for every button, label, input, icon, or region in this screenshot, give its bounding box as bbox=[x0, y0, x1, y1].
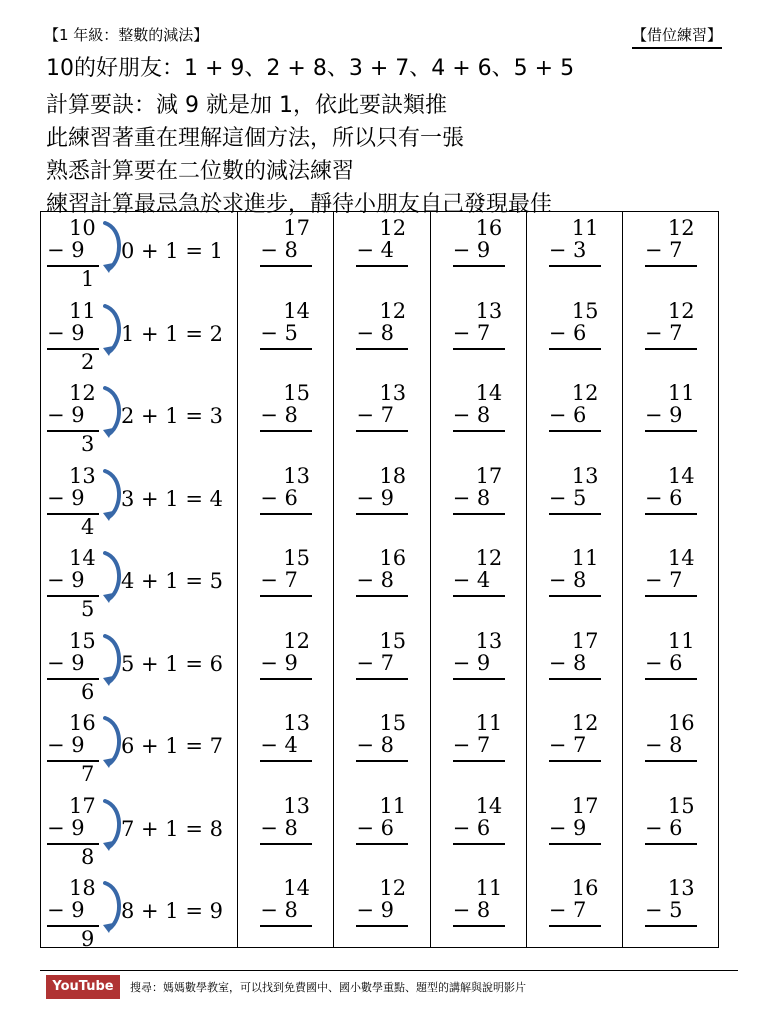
minuend: 12 bbox=[379, 298, 407, 323]
answer-line bbox=[549, 843, 601, 845]
problem-column-2 bbox=[334, 212, 430, 947]
subtraction-problem bbox=[527, 625, 622, 707]
subtraction-problem bbox=[527, 295, 622, 377]
subtraction-problem bbox=[238, 625, 333, 707]
answer-line bbox=[356, 843, 408, 845]
answer-line bbox=[453, 348, 505, 350]
minuend: 11 bbox=[475, 711, 503, 735]
subtraction-problem bbox=[334, 460, 429, 542]
subtrahend: − 8 bbox=[452, 485, 491, 510]
minuend: 16 bbox=[571, 876, 599, 900]
minuend: 16 bbox=[69, 711, 96, 735]
subtraction-problem bbox=[623, 212, 718, 294]
subtraction-problem bbox=[238, 872, 333, 954]
subtraction-problem bbox=[431, 212, 526, 294]
problem-column-4 bbox=[527, 212, 623, 947]
subtrahend: − 9 bbox=[47, 898, 85, 922]
subtraction-problem bbox=[334, 872, 429, 954]
instruction-line: 熟悉計算要在二位數的減法練習 bbox=[46, 159, 355, 184]
subtrahend: − 6 bbox=[548, 403, 587, 427]
subtraction-problem bbox=[431, 460, 526, 542]
answer-line bbox=[453, 595, 505, 597]
answer-line bbox=[453, 760, 505, 762]
answer-line bbox=[453, 843, 505, 845]
subtraction-problem bbox=[527, 212, 622, 294]
subtrahend: − 5 bbox=[644, 898, 683, 922]
shortcut-equation: 6 + 1 = 7 bbox=[121, 734, 223, 758]
minuend: 18 bbox=[379, 463, 407, 488]
minuend: 12 bbox=[69, 381, 96, 405]
minuend: 13 bbox=[379, 381, 407, 405]
subtrahend: − 8 bbox=[452, 403, 491, 427]
minuend: 13 bbox=[667, 876, 695, 900]
minuend: 12 bbox=[475, 546, 503, 570]
minuend: 12 bbox=[667, 298, 695, 323]
subtrahend: − 9 bbox=[644, 403, 683, 427]
answer-line bbox=[645, 348, 697, 350]
example-problem bbox=[41, 295, 237, 377]
shortcut-equation: 7 + 1 = 8 bbox=[121, 816, 223, 841]
subtrahend: − 8 bbox=[356, 733, 395, 757]
answer-line bbox=[645, 513, 697, 515]
answer-line bbox=[549, 760, 601, 762]
minuend: 16 bbox=[379, 546, 407, 570]
subtrahend: − 9 bbox=[452, 238, 491, 262]
minuend: 13 bbox=[283, 793, 310, 818]
worksheet-topic: 【借位練習】 bbox=[632, 24, 722, 49]
minuend: 15 bbox=[283, 381, 310, 405]
subtrahend: − 6 bbox=[260, 485, 298, 510]
answer-line bbox=[549, 430, 601, 432]
minuend: 11 bbox=[667, 381, 695, 405]
subtraction-problem bbox=[334, 377, 429, 459]
subtraction-problem bbox=[431, 295, 526, 377]
instructions bbox=[46, 52, 574, 221]
answer-line bbox=[549, 595, 601, 597]
answer-line bbox=[260, 348, 312, 350]
minuend: 12 bbox=[571, 711, 599, 735]
answer-line bbox=[260, 678, 312, 680]
subtrahend: − 9 bbox=[356, 485, 395, 510]
answer-line bbox=[260, 760, 312, 762]
subtrahend: − 4 bbox=[452, 568, 491, 592]
answer-line bbox=[453, 678, 505, 680]
answer-line bbox=[260, 265, 312, 267]
minuend: 10 bbox=[69, 216, 96, 240]
shortcut-equation: 3 + 1 = 4 bbox=[121, 486, 223, 511]
answer-line bbox=[356, 925, 408, 927]
subtraction-problem bbox=[623, 872, 718, 954]
subtrahend: − 8 bbox=[260, 238, 298, 262]
example-problem bbox=[41, 460, 237, 542]
subtrahend: − 9 bbox=[47, 403, 85, 427]
answer-line bbox=[453, 925, 505, 927]
subtraction-problem bbox=[238, 460, 333, 542]
instruction-line: 10的好朋友：1 + 9、2 + 8、3 + 7、4 + 6、5 + 5 bbox=[46, 56, 575, 81]
problem-column-5 bbox=[623, 212, 718, 947]
shortcut-equation: 4 + 1 = 5 bbox=[121, 569, 223, 593]
minuend: 16 bbox=[475, 216, 503, 240]
minuend: 12 bbox=[379, 876, 407, 900]
minuend: 11 bbox=[571, 546, 599, 570]
subtrahend: − 7 bbox=[548, 733, 587, 757]
difference: 3 bbox=[81, 432, 95, 456]
problem-grid bbox=[40, 211, 719, 951]
subtraction-problem bbox=[238, 377, 333, 459]
subtraction-problem bbox=[238, 295, 333, 377]
instruction-line: 計算要訣：減 9 就是加 1，依此要訣類推 bbox=[46, 93, 447, 118]
subtraction-problem bbox=[527, 377, 622, 459]
difference: 7 bbox=[81, 762, 95, 786]
minuend: 15 bbox=[69, 628, 96, 653]
subtrahend: − 9 bbox=[47, 650, 85, 675]
example-problem bbox=[41, 625, 237, 707]
subtrahend: − 9 bbox=[47, 320, 85, 345]
subtrahend: − 4 bbox=[356, 238, 395, 262]
footer-divider bbox=[40, 970, 738, 971]
subtrahend: − 6 bbox=[452, 815, 491, 840]
footer-text: 搜尋：媽媽數學教室，可以找到免費國中、國小數學重點、題型的講解與說明影片 bbox=[130, 981, 526, 994]
subtraction-problem bbox=[527, 460, 622, 542]
minuend: 12 bbox=[379, 216, 407, 240]
minuend: 16 bbox=[667, 711, 695, 735]
answer-line bbox=[356, 265, 408, 267]
minuend: 14 bbox=[283, 298, 310, 323]
minuend: 14 bbox=[283, 876, 310, 900]
minuend: 12 bbox=[283, 628, 310, 653]
minuend: 13 bbox=[69, 463, 96, 488]
answer-line bbox=[356, 678, 408, 680]
minuend: 13 bbox=[475, 298, 503, 323]
minuend: 15 bbox=[379, 711, 407, 735]
subtrahend: − 7 bbox=[356, 403, 395, 427]
subtraction-problem bbox=[238, 707, 333, 789]
minuend: 14 bbox=[475, 381, 503, 405]
subtrahend: − 4 bbox=[260, 733, 298, 757]
difference: 8 bbox=[81, 844, 95, 869]
difference: 1 bbox=[81, 267, 95, 291]
subtraction-problem bbox=[334, 295, 429, 377]
subtrahend: − 8 bbox=[548, 650, 587, 675]
subtrahend: − 8 bbox=[452, 898, 491, 922]
answer-line bbox=[356, 513, 408, 515]
answer-line bbox=[645, 678, 697, 680]
answer-line bbox=[645, 265, 697, 267]
difference: 2 bbox=[81, 349, 95, 374]
subtrahend: − 8 bbox=[260, 898, 298, 922]
problem-column-3 bbox=[431, 212, 527, 947]
instruction-line: 練習計算最忌急於求進步，靜待小朋友自己發現最佳 bbox=[46, 192, 553, 217]
answer-line bbox=[549, 348, 601, 350]
subtraction-problem bbox=[527, 872, 622, 954]
example-problem bbox=[41, 542, 237, 624]
minuend: 15 bbox=[283, 546, 310, 570]
subtraction-problem bbox=[431, 542, 526, 624]
answer-line bbox=[260, 925, 312, 927]
answer-line bbox=[260, 595, 312, 597]
subtrahend: − 6 bbox=[644, 815, 683, 840]
shortcut-equation: 0 + 1 = 1 bbox=[121, 239, 223, 263]
answer-line bbox=[549, 925, 601, 927]
subtrahend: − 6 bbox=[356, 815, 395, 840]
answer-line bbox=[645, 430, 697, 432]
subtraction-problem bbox=[334, 790, 429, 872]
subtrahend: − 6 bbox=[548, 320, 587, 345]
minuend: 17 bbox=[283, 216, 310, 240]
subtrahend: − 7 bbox=[452, 320, 491, 345]
answer-line bbox=[356, 595, 408, 597]
subtrahend: − 6 bbox=[644, 485, 683, 510]
minuend: 15 bbox=[667, 793, 695, 818]
subtraction-problem bbox=[623, 542, 718, 624]
subtraction-problem bbox=[431, 790, 526, 872]
example-problem bbox=[41, 377, 237, 459]
subtraction-problem bbox=[431, 707, 526, 789]
subtrahend: − 8 bbox=[260, 815, 298, 840]
answer-line bbox=[260, 430, 312, 432]
minuend: 11 bbox=[667, 628, 695, 653]
minuend: 14 bbox=[667, 463, 695, 488]
subtraction-problem bbox=[238, 790, 333, 872]
minuend: 17 bbox=[571, 793, 599, 818]
subtrahend: − 7 bbox=[260, 568, 298, 592]
subtraction-problem bbox=[623, 790, 718, 872]
minuend: 14 bbox=[475, 793, 503, 818]
subtrahend: − 7 bbox=[356, 650, 395, 675]
minuend: 13 bbox=[571, 463, 599, 488]
answer-line bbox=[260, 513, 312, 515]
subtrahend: − 5 bbox=[260, 320, 298, 345]
answer-line bbox=[645, 760, 697, 762]
minuend: 18 bbox=[69, 876, 96, 900]
subtrahend: − 9 bbox=[260, 650, 298, 675]
minuend: 15 bbox=[379, 628, 407, 653]
answer-line bbox=[356, 430, 408, 432]
answer-line bbox=[356, 348, 408, 350]
difference: 5 bbox=[81, 597, 95, 621]
subtrahend: − 9 bbox=[47, 238, 85, 262]
subtraction-problem bbox=[238, 212, 333, 294]
answer-line bbox=[453, 513, 505, 515]
answer-line bbox=[645, 925, 697, 927]
youtube-badge: YouTube bbox=[46, 975, 120, 999]
minuend: 13 bbox=[475, 628, 503, 653]
subtraction-problem bbox=[334, 212, 429, 294]
subtraction-problem bbox=[334, 707, 429, 789]
subtrahend: − 9 bbox=[47, 815, 85, 840]
worksheet-title: 【1 年級：整數的減法】 bbox=[44, 26, 209, 44]
subtraction-problem bbox=[623, 460, 718, 542]
subtraction-problem bbox=[431, 872, 526, 954]
minuend: 14 bbox=[667, 546, 695, 570]
shortcut-equation: 8 + 1 = 9 bbox=[121, 899, 223, 923]
minuend: 12 bbox=[667, 216, 695, 240]
instruction-line: 此練習著重在理解這個方法，所以只有一張 bbox=[46, 126, 465, 151]
shortcut-equation: 2 + 1 = 3 bbox=[121, 404, 223, 428]
minuend: 11 bbox=[379, 793, 407, 818]
subtraction-problem bbox=[527, 707, 622, 789]
subtraction-problem bbox=[334, 542, 429, 624]
example-problem bbox=[41, 707, 237, 789]
answer-line bbox=[260, 843, 312, 845]
answer-line bbox=[645, 843, 697, 845]
subtrahend: − 7 bbox=[644, 568, 683, 592]
example-problem bbox=[41, 790, 237, 872]
subtrahend: − 5 bbox=[548, 485, 587, 510]
answer-line bbox=[453, 430, 505, 432]
minuend: 15 bbox=[571, 298, 599, 323]
example-problem bbox=[41, 212, 237, 294]
minuend: 17 bbox=[475, 463, 503, 488]
subtrahend: − 8 bbox=[644, 733, 683, 757]
subtraction-problem bbox=[431, 377, 526, 459]
subtrahend: − 6 bbox=[644, 650, 683, 675]
subtrahend: − 9 bbox=[47, 485, 85, 510]
difference: 4 bbox=[81, 514, 95, 539]
subtrahend: − 8 bbox=[356, 568, 395, 592]
subtrahend: − 3 bbox=[548, 238, 587, 262]
shortcut-equation: 5 + 1 = 6 bbox=[121, 651, 223, 676]
subtraction-problem bbox=[527, 790, 622, 872]
subtraction-problem bbox=[623, 625, 718, 707]
minuend: 17 bbox=[69, 793, 96, 818]
subtrahend: − 9 bbox=[47, 568, 85, 592]
example-problem bbox=[41, 872, 237, 954]
minuend: 17 bbox=[571, 628, 599, 653]
subtraction-problem bbox=[623, 295, 718, 377]
answer-line bbox=[453, 265, 505, 267]
subtrahend: − 7 bbox=[548, 898, 587, 922]
problem-column-1 bbox=[238, 212, 334, 947]
subtrahend: − 9 bbox=[47, 733, 85, 757]
subtrahend: − 7 bbox=[644, 238, 683, 262]
subtrahend: − 7 bbox=[452, 733, 491, 757]
subtrahend: − 8 bbox=[548, 568, 587, 592]
subtraction-problem bbox=[334, 625, 429, 707]
minuend: 11 bbox=[475, 876, 503, 900]
minuend: 14 bbox=[69, 546, 96, 570]
subtraction-problem bbox=[623, 377, 718, 459]
answer-line bbox=[645, 595, 697, 597]
subtrahend: − 9 bbox=[452, 650, 491, 675]
subtrahend: − 8 bbox=[356, 320, 395, 345]
difference: 9 bbox=[81, 927, 95, 951]
minuend: 11 bbox=[69, 298, 96, 323]
answer-line bbox=[549, 265, 601, 267]
difference: 6 bbox=[81, 679, 95, 704]
subtrahend: − 8 bbox=[260, 403, 298, 427]
subtrahend: − 9 bbox=[356, 898, 395, 922]
minuend: 13 bbox=[283, 463, 310, 488]
subtraction-problem bbox=[623, 707, 718, 789]
answer-line bbox=[549, 678, 601, 680]
subtraction-problem bbox=[238, 542, 333, 624]
subtraction-problem bbox=[431, 625, 526, 707]
shortcut-equation: 1 + 1 = 2 bbox=[121, 321, 223, 346]
minuend: 11 bbox=[571, 216, 599, 240]
answer-line bbox=[549, 513, 601, 515]
minuend: 12 bbox=[571, 381, 599, 405]
subtrahend: − 7 bbox=[644, 320, 683, 345]
example-column bbox=[41, 212, 238, 951]
subtraction-problem bbox=[527, 542, 622, 624]
minuend: 13 bbox=[283, 711, 310, 735]
answer-line bbox=[356, 760, 408, 762]
subtrahend: − 9 bbox=[548, 815, 587, 840]
